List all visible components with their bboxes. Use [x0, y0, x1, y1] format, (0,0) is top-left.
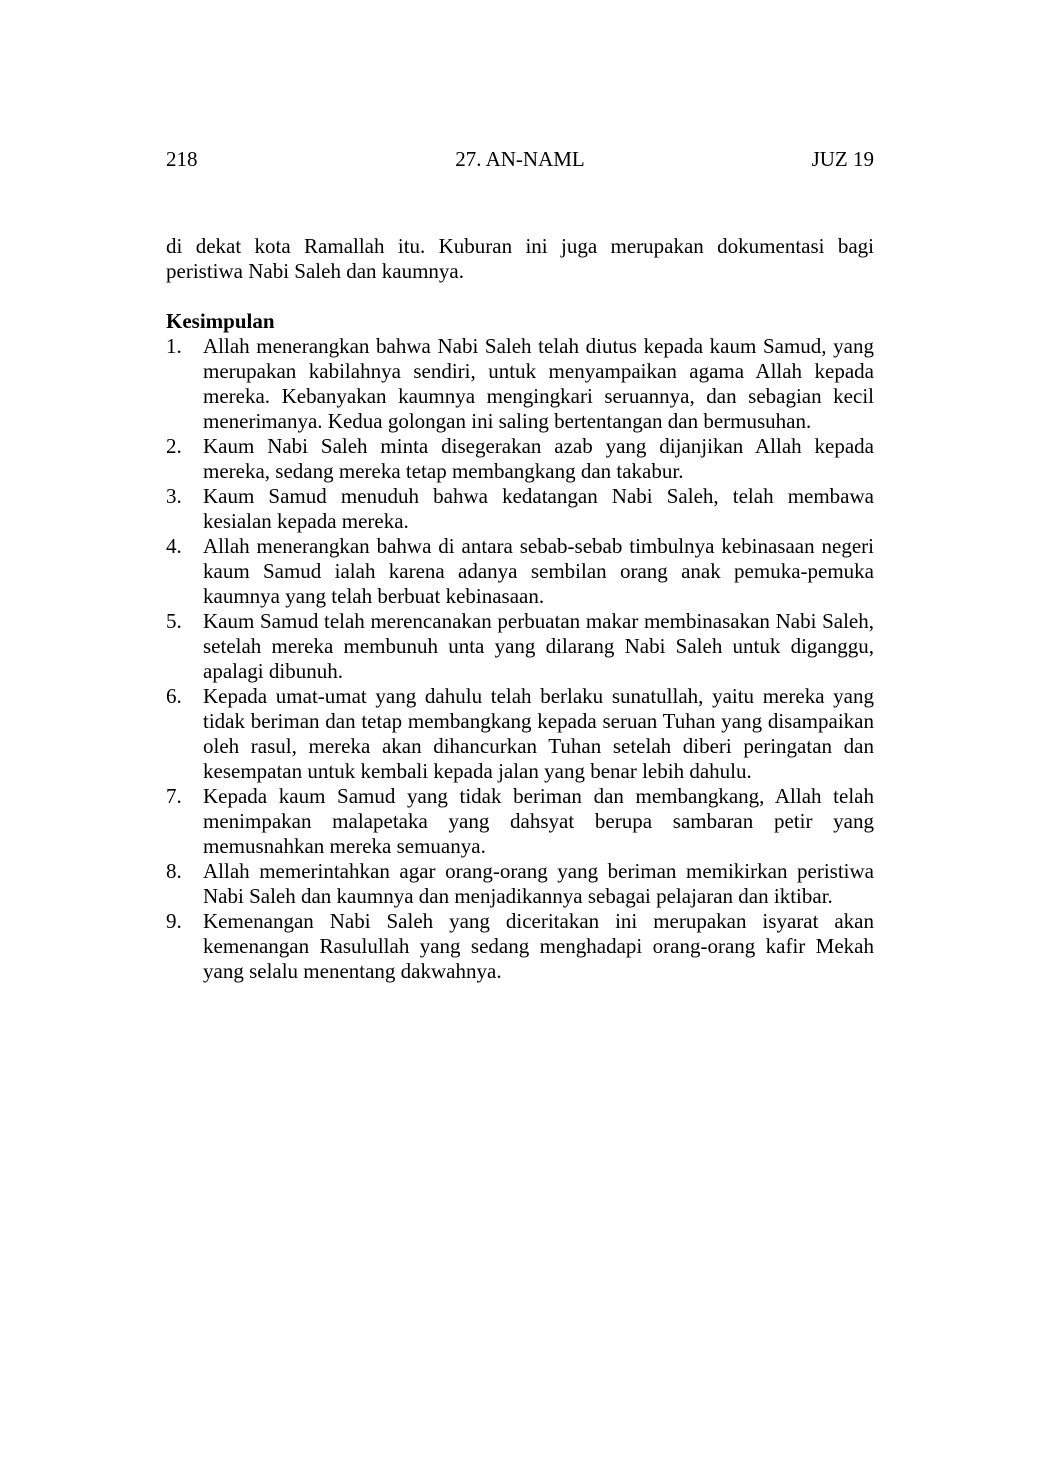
- list-item: [166, 909, 874, 984]
- intro-paragraph: di dekat kota Ramallah itu. Kuburan ini juga merupakan dokumentasi bagi peristiwa Nabi Saleh dan kaumnya.: [166, 234, 874, 283]
- item-number: 3.: [166, 484, 182, 508]
- item-text: Allah menerangkan bahwa Nabi Saleh telah diutus kepada kaum Samud, yang merupakan kabilahnya sendiri, untuk menyampaikan agama Allah kepada mereka. Kebanyakan kaumnya mengingkari seruannya, dan sebagian kecil menerimanya. Kedua golongan ini saling bertentangan dan bermusuhan.: [203, 334, 874, 433]
- item-number: 9.: [166, 909, 182, 933]
- list-item: [166, 784, 874, 859]
- item-number: 1.: [166, 334, 182, 358]
- page-content: [166, 234, 874, 984]
- item-text: Kaum Samud telah merencanakan perbuatan makar membinasakan Nabi Saleh, setelah mereka membunuh unta yang dilarang Nabi Saleh untuk diganggu, apalagi dibunuh.: [203, 609, 874, 683]
- list-item: [166, 334, 874, 434]
- item-text: Kemenangan Nabi Saleh yang diceritakan ini merupakan isyarat akan kemenangan Rasulullah yang sedang menghadapi orang-orang kafir Mekah yang selalu menentang dakwahnya.: [203, 909, 874, 983]
- item-number: 7.: [166, 784, 182, 808]
- item-number: 2.: [166, 434, 182, 458]
- item-text: Kepada umat-umat yang dahulu telah berlaku sunatullah, yaitu mereka yang tidak beriman dan tetap membangkang kepada seruan Tuhan yang disampaikan oleh rasul, mereka akan dihancurkan Tuhan setelah diberi peringatan dan kesempatan untuk kembali kepada jalan yang benar lebih dahulu.: [203, 684, 874, 783]
- section-heading: Kesimpulan: [166, 309, 275, 333]
- item-number: 4.: [166, 534, 182, 558]
- item-number: 6.: [166, 684, 182, 708]
- item-text: Allah menerangkan bahwa di antara sebab-sebab timbulnya kebinasaan negeri kaum Samud ialah karena adanya sembilan orang anak pemuka-pemuka kaumnya yang telah berbuat kebinasaan.: [203, 534, 874, 608]
- list-item: [166, 484, 874, 534]
- item-number: 5.: [166, 609, 182, 633]
- list-item: [166, 609, 874, 684]
- surah-title: 27. AN-NAML: [455, 147, 585, 171]
- juz-label: JUZ 19: [811, 147, 874, 171]
- item-text: Allah memerintahkan agar orang-orang yang beriman memikirkan peristiwa Nabi Saleh dan kaumnya dan menjadikannya sebagai pelajaran dan iktibar.: [203, 859, 874, 908]
- list-item: [166, 534, 874, 609]
- item-text: Kaum Samud menuduh bahwa kedatangan Nabi Saleh, telah membawa kesialan kepada mereka.: [203, 484, 874, 533]
- page-number: 218: [166, 147, 198, 171]
- page-header: [166, 146, 874, 172]
- list-item: [166, 859, 874, 909]
- item-text: Kaum Nabi Saleh minta disegerakan azab yang dijanjikan Allah kepada mereka, sedang mereka tetap membangkang dan takabur.: [203, 434, 874, 483]
- list-item: [166, 434, 874, 484]
- item-number: 8.: [166, 859, 182, 883]
- item-text: Kepada kaum Samud yang tidak beriman dan membangkang, Allah telah menimpakan malapetaka yang dahsyat berupa sambaran petir yang memusnahkan mereka semuanya.: [203, 784, 874, 858]
- conclusion-list: [166, 334, 874, 984]
- list-item: [166, 684, 874, 784]
